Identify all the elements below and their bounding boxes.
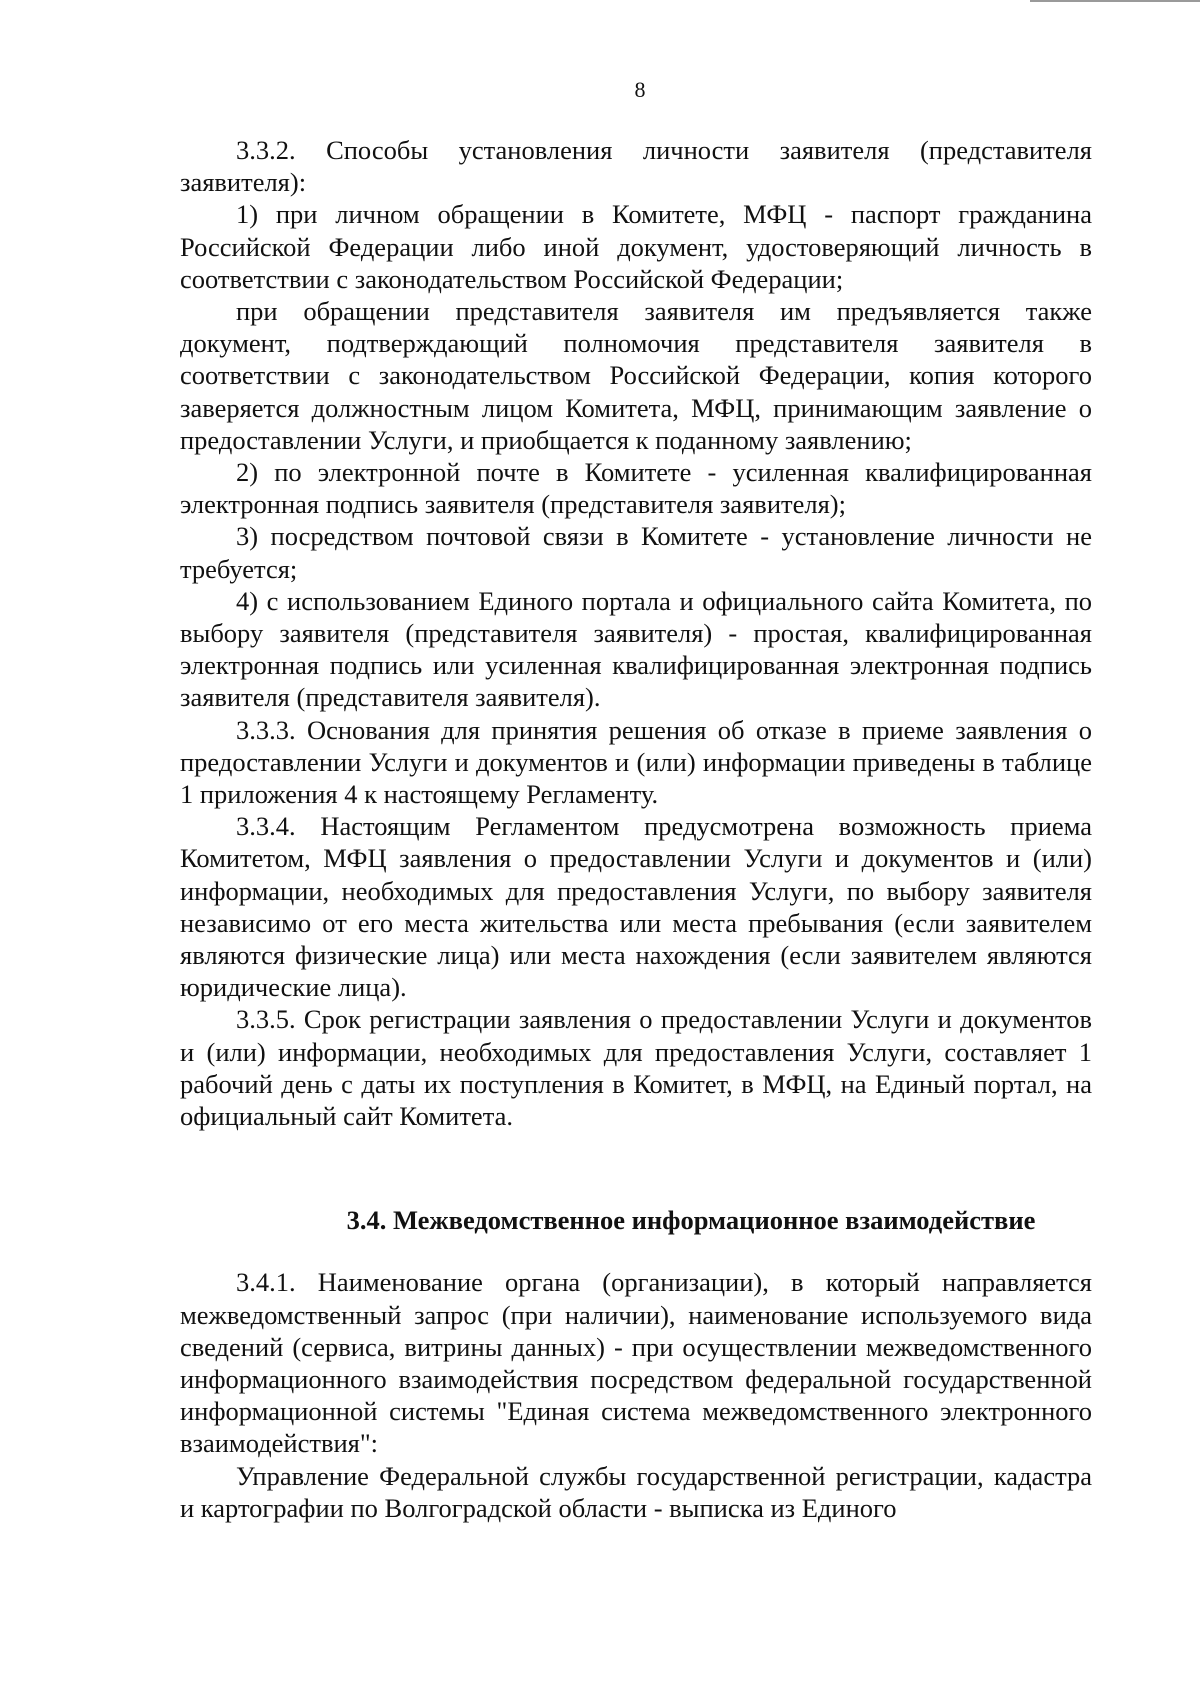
paragraph-representative: при обращении представителя заявителя им предъявляется также документ, подтверждающий полномочия представителя заявителя в соответствии с законодательством Российской Федерации, копия которого заверяется должностным лицом Комитета, МФЦ, принимающим заявление о предоставлении Услуги, и приобщается к поданному заявлению;	[180, 296, 1092, 455]
document-body	[180, 134, 1092, 1524]
paragraph-item-1: 1) при личном обращении в Комитете, МФЦ - паспорт гражданина Российской Федерации либо иной документ, удостоверяющий личность в соответствии с законодательством Российской Федерации;	[180, 199, 1092, 294]
paragraph-3-3-4: 3.3.4. Настоящим Регламентом предусмотрена возможность приема Комитетом, МФЦ заявления о предоставлении Услуги и документов и (или) информации, необходимых для предоставления Услуги, по выбору заявителя независимо от его места жительства или места пребывания (если заявителем являются физические лица) или места нахождения (если заявителем являются юридические лица).	[180, 811, 1092, 1003]
page-number: 8	[634, 77, 646, 102]
paragraph-3-3-2: 3.3.2. Способы установления личности заявителя (представителя заявителя):	[180, 135, 1092, 198]
paragraph-item-3: 3) посредством почтовой связи в Комитете - установление личности не требуется;	[180, 521, 1092, 584]
paragraph-rosreestr: Управление Федеральной службы государственной регистрации, кадастра и картографии по Волгоградской области - выписка из Единого	[180, 1460, 1092, 1523]
paragraph-3-3-5: 3.3.5. Срок регистрации заявления о предоставлении Услуги и документов и (или) информации, необходимых для предоставления Услуги, составляет 1 рабочий день с даты их поступления в Комитет, в МФЦ, на Единый портал, на официальный сайт Комитета.	[180, 1004, 1092, 1132]
paragraph-3-3-3: 3.3.3. Основания для принятия решения об отказе в приеме заявления о предоставлении Услуги и документов и (или) информации приведены в таблице 1 приложения 4 к настоящему Регламенту.	[180, 714, 1092, 810]
section-heading-3-4: 3.4. Межведомственное информационное взаимодействие	[346, 1205, 1036, 1236]
paragraph-3-4-1: 3.4.1. Наименование органа (организации), в который направляется межведомственный запрос (при наличии), наименование используемого вида сведений (сервиса, витрины данных) - при осуществлении межведомственного информационного взаимодействия посредством федеральной государственной информационной системы "Единая система межведомственного электронного взаимодействия":	[180, 1267, 1092, 1459]
paragraph-item-4: 4) с использованием Единого портала и официального сайта Комитета, по выбору заявителя (представителя заявителя) - простая, квалифицированная электронная подпись или усиленная квалифицированная электронная подпись заявителя (представителя заявителя).	[180, 585, 1092, 713]
top-edge-line	[1030, 0, 1200, 2]
paragraph-item-2: 2) по электронной почте в Комитете - усиленная квалифицированная электронная подпись заявителя (представителя заявителя);	[180, 457, 1092, 520]
